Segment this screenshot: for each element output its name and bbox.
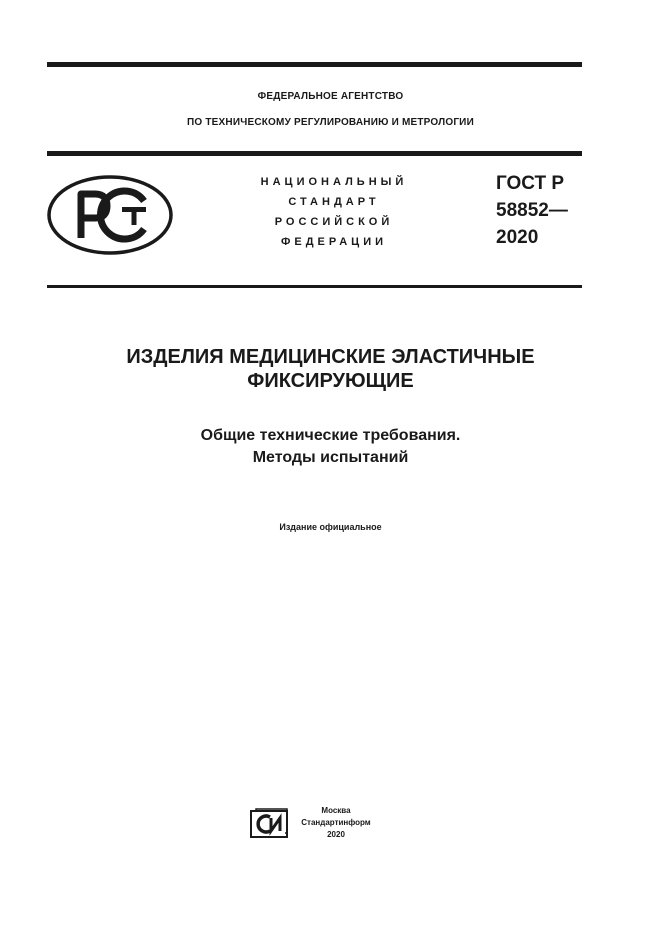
designation-line-2: 58852— — [496, 200, 568, 221]
publisher-name: Стандартинформ — [301, 818, 371, 827]
standard-designation — [496, 170, 568, 251]
subtitle-line-1: Общие технические требования. — [200, 427, 461, 444]
edition-note: Издание официальное — [279, 522, 382, 532]
document-subtitle — [0, 425, 661, 469]
agency-line-2: ПО ТЕХНИЧЕСКОМУ РЕГУЛИРОВАНИЮ И МЕТРОЛОГИИ — [187, 117, 474, 128]
lower-rule — [47, 285, 582, 288]
publisher-year: 2020 — [327, 830, 345, 839]
publisher-city: Москва — [321, 806, 351, 815]
middle-rule — [47, 151, 582, 156]
standard-type-line-3: РОССИЙСКОЙ — [274, 216, 394, 228]
title-line-2: ФИКСИРУЮЩИЕ — [247, 370, 414, 392]
standard-type-line-2: СТАНДАРТ — [288, 196, 380, 208]
subtitle-line-2: Методы испытаний — [252, 449, 409, 466]
rst-certification-mark-icon — [46, 174, 174, 256]
designation-line-3: 2020 — [496, 227, 539, 248]
standartinform-logo-icon — [250, 808, 288, 838]
standard-type-line-1: НАЦИОНАЛЬНЫЙ — [260, 176, 408, 188]
designation-line-1: ГОСТ Р — [496, 173, 565, 194]
top-rule — [47, 62, 582, 67]
agency-line-1: ФЕДЕРАЛЬНОЕ АГЕНТСТВО — [257, 91, 404, 102]
title-line-1: ИЗДЕЛИЯ МЕДИЦИНСКИЕ ЭЛАСТИЧНЫЕ — [126, 346, 535, 368]
document-title — [0, 345, 661, 393]
standard-type-block — [234, 172, 434, 252]
publisher-block — [296, 805, 376, 841]
standard-type-line-4: ФЕДЕРАЦИИ — [280, 236, 388, 248]
